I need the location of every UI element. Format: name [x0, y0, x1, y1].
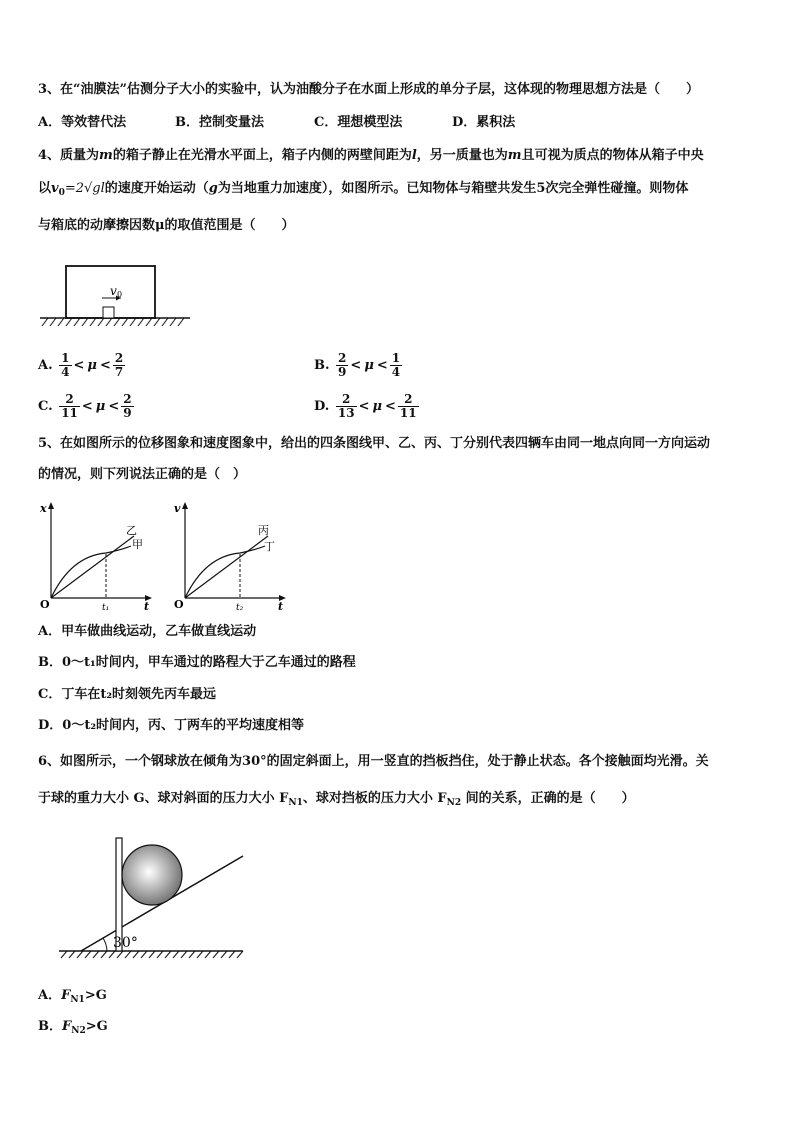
- small-block: [103, 307, 114, 318]
- q5-graph-velocity: [170, 498, 290, 613]
- tick-t1: t₁: [102, 603, 110, 613]
- q3-option-d[interactable]: D．累积法: [452, 115, 516, 130]
- line-yi: [51, 536, 134, 598]
- svg-text:0: 0: [117, 290, 123, 299]
- q5-option-a[interactable]: A．甲车做曲线运动，乙车做直线运动: [38, 624, 257, 639]
- q6-ball-incline-figure: [55, 830, 255, 965]
- x-axis-label: t: [278, 600, 284, 613]
- v0-label: v: [110, 284, 117, 298]
- q5-option-d[interactable]: D．0～t₂时间内，丙、丁两车的平均速度相等: [38, 718, 305, 733]
- q4-option-d[interactable]: D. $\frac{2}{13}$ < μ < $\frac{2}{11}$: [314, 392, 417, 420]
- q5-stem-line2: 的情况，则下列说法正确的是（ ）: [38, 467, 247, 482]
- q4-stem-line1: 4、质量为m的箱子静止在光滑水平面上，箱子内侧的两壁间距为l，另一质量也为m且可视为质点的物体从箱子中央: [38, 148, 704, 163]
- label-yi: 乙: [126, 524, 137, 537]
- label-ding: 丁: [264, 540, 275, 553]
- ground-hatch: [61, 951, 243, 958]
- q6-stem-line2: 于球的重力大小 G、球对斜面的压力大小 $F_{N1}$、球对挡板的压力大小 $F_{N2}$ 间的关系，正确的是（ ）: [38, 791, 635, 808]
- angle-label: 30°: [113, 935, 138, 951]
- q4-option-c[interactable]: C. $\frac{2}{11}$ < μ < $\frac{2}{9}$: [38, 392, 132, 420]
- steel-ball: [122, 845, 182, 905]
- tick-t2: t₂: [236, 603, 244, 613]
- q5-stem-line1: 5、在如图所示的位移图象和速度图象中，给出的四条图线甲、乙、丙、丁分别代表四辆车由同一地点向同一方向运动: [38, 436, 711, 451]
- curve-ding: [185, 546, 265, 598]
- q5-graph-displacement: [36, 498, 156, 613]
- y-axis-label: x: [40, 502, 47, 515]
- q4-option-a[interactable]: A. $\frac{1}{4}$ < μ < $\frac{2}{7}$: [38, 351, 124, 379]
- q3-option-a[interactable]: A．等效替代法: [38, 115, 127, 130]
- origin-label: O: [174, 598, 184, 611]
- q3-option-c[interactable]: C．理想模型法: [314, 115, 403, 130]
- q3-stem: 3、在“油膜法”估测分子大小的实验中，认为油酸分子在水面上形成的单分子层，这体现的物理思想方法是（ ）: [38, 82, 700, 97]
- curve-jia: [51, 546, 131, 598]
- y-axis-label: v: [174, 502, 181, 515]
- q6-option-a[interactable]: A．$F_{N1}>G$: [38, 988, 107, 1005]
- angle-arc: [103, 938, 107, 951]
- label-bing: 丙: [258, 524, 269, 537]
- q5-option-c[interactable]: C．丁车在t₂时刻领先丙车最远: [38, 687, 217, 702]
- line-bing: [185, 536, 268, 598]
- q4-option-b[interactable]: B. $\frac{2}{9}$ < μ < $\frac{1}{4}$: [314, 351, 401, 379]
- q4-box-figure: [38, 260, 198, 335]
- q6-stem-line1: 6、如图所示，一个钢球放在倾角为30°的固定斜面上，用一竖直的挡板挡住，处于静止状态。各个接触面均光滑。关: [38, 754, 709, 769]
- ground-hatch: [42, 318, 184, 326]
- q6-option-b[interactable]: B．$F_{N2}>G$: [38, 1019, 108, 1036]
- q3-option-b[interactable]: B．控制变量法: [175, 115, 264, 130]
- origin-label: O: [40, 598, 50, 611]
- q4-stem-line2: 以$v_0=2√gl$的速度开始运动（g为当地重力加速度），如图所示。已知物体与箱壁共发生5次完全弹性碰撞。则物体: [38, 181, 689, 198]
- q4-stem-line3: 与箱底的动摩擦因数μ的取值范围是（ ）: [38, 218, 295, 233]
- label-jia: 甲: [132, 538, 143, 551]
- x-axis-label: t: [144, 600, 150, 613]
- q5-option-b[interactable]: B．0～t₁时间内，甲车通过的路程大于乙车通过的路程: [38, 655, 356, 670]
